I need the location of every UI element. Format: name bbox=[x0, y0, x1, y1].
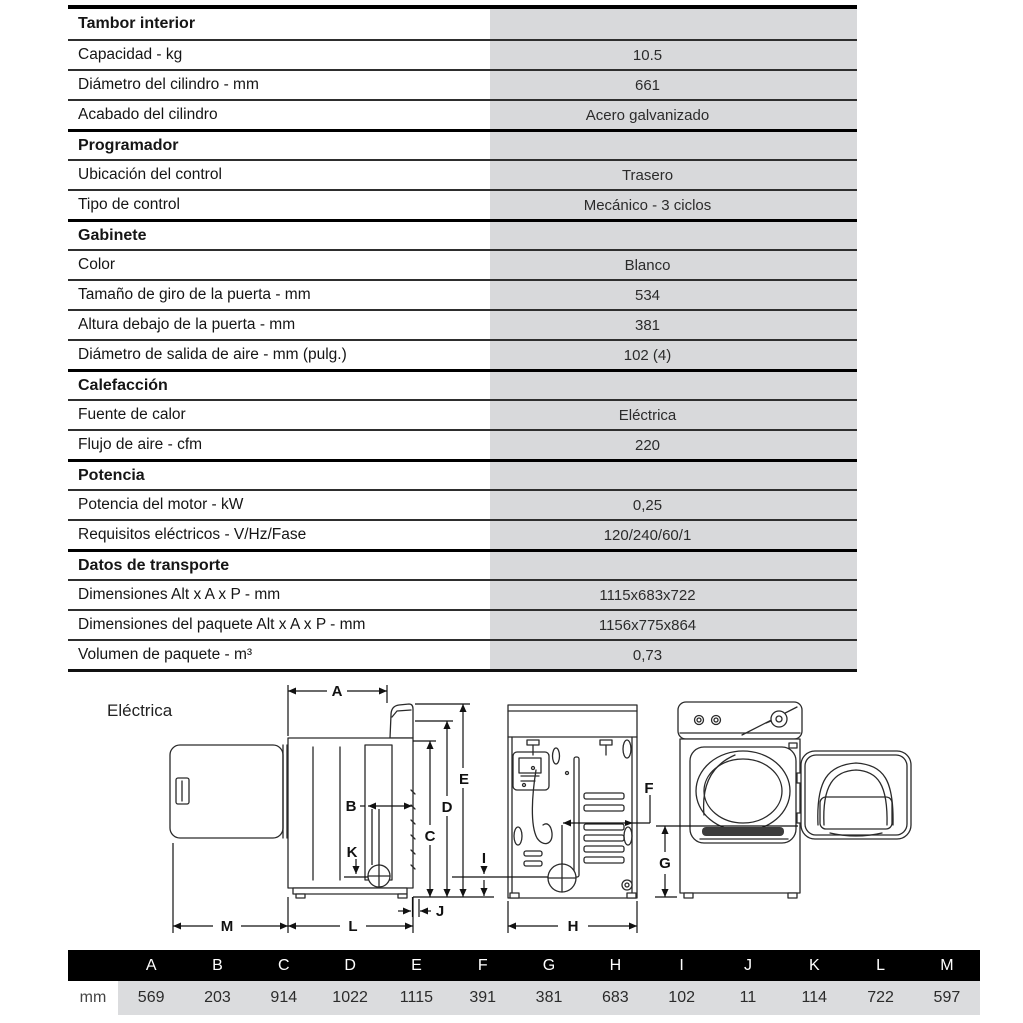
dimensions-table-values bbox=[68, 981, 980, 1015]
spec-row bbox=[68, 159, 857, 189]
section-header-programador bbox=[68, 129, 857, 159]
dim-label-a: A bbox=[331, 683, 343, 700]
section-header-potencia bbox=[68, 459, 857, 489]
dimensions-corner-cell bbox=[68, 950, 118, 981]
spec-label: Tamaño de giro de la puerta - mm bbox=[78, 286, 311, 303]
dim-label-e: E bbox=[458, 771, 470, 788]
front-view-drawing bbox=[678, 702, 911, 898]
spec-value: Blanco bbox=[490, 251, 857, 279]
spec-row bbox=[68, 99, 857, 129]
section-title: Potencia bbox=[78, 466, 145, 484]
section-title: Programador bbox=[78, 136, 179, 154]
spec-row bbox=[68, 429, 857, 459]
spec-row bbox=[68, 579, 857, 609]
spec-table bbox=[68, 5, 857, 672]
spec-label: Dimensiones del paquete Alt x A x P - mm bbox=[78, 616, 366, 633]
spec-value: 220 bbox=[490, 431, 857, 459]
dim-value-l: 722 bbox=[847, 981, 913, 1015]
spec-row bbox=[68, 519, 857, 549]
section-header-transporte bbox=[68, 549, 857, 579]
dim-col-k: K bbox=[808, 956, 820, 974]
dim-value-b: 203 bbox=[184, 981, 250, 1015]
spec-label: Diámetro de salida de aire - mm (pulg.) bbox=[78, 346, 347, 363]
section-title: Datos de transporte bbox=[78, 556, 230, 574]
spec-label: Ubicación del control bbox=[78, 166, 222, 183]
dim-col-e: E bbox=[411, 956, 422, 974]
spec-label: Flujo de aire - cfm bbox=[78, 436, 203, 453]
dim-value-i: 102 bbox=[649, 981, 715, 1015]
dim-col-a: A bbox=[145, 956, 157, 974]
dim-col-j: J bbox=[743, 956, 752, 974]
section-header-calefaccion bbox=[68, 369, 857, 399]
spec-value: 661 bbox=[490, 71, 857, 99]
spec-row bbox=[68, 249, 857, 279]
spec-label: Acabado del cilindro bbox=[78, 106, 218, 123]
dim-col-b: B bbox=[212, 956, 223, 974]
dim-label-g: G bbox=[659, 855, 671, 872]
dim-label-h: H bbox=[567, 918, 579, 935]
spec-row bbox=[68, 639, 857, 669]
spec-label: Dimensiones Alt x A x P - mm bbox=[78, 586, 281, 603]
dim-value-a: 569 bbox=[118, 981, 184, 1015]
section-value-cell bbox=[490, 132, 857, 159]
spec-label: Fuente de calor bbox=[78, 406, 186, 423]
spec-label: Volumen de paquete - m³ bbox=[78, 646, 253, 663]
dimensions-table bbox=[68, 950, 980, 1015]
spec-row bbox=[68, 399, 857, 429]
dim-value-f: 391 bbox=[450, 981, 516, 1015]
section-value-cell bbox=[490, 372, 857, 399]
dim-label-b: B bbox=[345, 798, 357, 815]
section-title: Tambor interior bbox=[78, 15, 196, 32]
spec-row bbox=[68, 339, 857, 369]
dim-label-m: M bbox=[220, 918, 234, 935]
dim-value-d: 1022 bbox=[317, 981, 383, 1015]
spec-value: 1156x775x864 bbox=[490, 611, 857, 639]
spec-label: Altura debajo de la puerta - mm bbox=[78, 316, 296, 333]
dim-label-f: F bbox=[644, 780, 654, 797]
dim-col-c: C bbox=[278, 956, 290, 974]
back-view-drawing bbox=[508, 705, 637, 898]
dim-col-m: M bbox=[940, 956, 954, 974]
section-value-cell bbox=[490, 9, 857, 39]
spec-value: 1115x683x722 bbox=[490, 581, 857, 609]
dim-label-i: I bbox=[481, 850, 487, 867]
dim-value-h: 683 bbox=[582, 981, 648, 1015]
spec-label: Diámetro del cilindro - mm bbox=[78, 76, 259, 93]
spec-value: 0,25 bbox=[490, 491, 857, 519]
spec-value: Eléctrica bbox=[490, 401, 857, 429]
section-header-gabinete bbox=[68, 219, 857, 249]
dim-label-l: L bbox=[348, 918, 358, 935]
section-value-cell bbox=[490, 552, 857, 579]
spec-value: 534 bbox=[490, 281, 857, 309]
spec-row bbox=[68, 279, 857, 309]
section-value-cell bbox=[490, 462, 857, 489]
spec-value: Mecánico - 3 ciclos bbox=[490, 191, 857, 219]
diagram-caption: Eléctrica bbox=[107, 701, 173, 720]
dim-value-m: 597 bbox=[914, 981, 980, 1015]
spec-label: Potencia del motor - kW bbox=[78, 496, 244, 513]
spec-row bbox=[68, 609, 857, 639]
dim-value-e: 1115 bbox=[383, 981, 449, 1015]
dryer-dimension-diagram bbox=[0, 675, 1023, 945]
dim-label-j: J bbox=[435, 903, 445, 920]
spec-row bbox=[68, 489, 857, 519]
spec-value: 381 bbox=[490, 311, 857, 339]
dim-col-i: I bbox=[679, 956, 684, 974]
spec-label: Requisitos eléctricos - V/Hz/Fase bbox=[78, 526, 307, 543]
dim-col-g: G bbox=[542, 956, 556, 974]
dimensions-table-header bbox=[68, 950, 980, 981]
dim-value-g: 381 bbox=[516, 981, 582, 1015]
section-title: Calefacción bbox=[78, 376, 168, 394]
dim-col-f: F bbox=[477, 956, 488, 974]
spec-value: Acero galvanizado bbox=[490, 101, 857, 129]
spec-value: 0,73 bbox=[490, 641, 857, 669]
side-view-drawing bbox=[170, 704, 415, 898]
spec-value: 10.5 bbox=[490, 41, 857, 69]
section-header-tambor bbox=[68, 9, 857, 39]
spec-label: Tipo de control bbox=[78, 196, 180, 213]
spec-row bbox=[68, 189, 857, 219]
spec-value: Trasero bbox=[490, 161, 857, 189]
spec-row bbox=[68, 309, 857, 339]
dim-value-j: 11 bbox=[715, 981, 781, 1015]
dim-label-c: C bbox=[424, 828, 436, 845]
spec-value: 102 (4) bbox=[490, 341, 857, 369]
dim-label-k: K bbox=[346, 844, 358, 861]
spec-row bbox=[68, 69, 857, 99]
section-value-cell bbox=[490, 222, 857, 249]
spec-label: Color bbox=[78, 256, 116, 273]
section-title: Gabinete bbox=[78, 226, 147, 244]
spec-label: Capacidad - kg bbox=[78, 46, 183, 63]
dim-col-h: H bbox=[609, 956, 622, 974]
dim-label-d: D bbox=[441, 799, 453, 816]
dim-value-c: 914 bbox=[251, 981, 317, 1015]
unit-label: mm bbox=[68, 981, 118, 1015]
dim-value-k: 114 bbox=[781, 981, 847, 1015]
spec-value: 120/240/60/1 bbox=[490, 521, 857, 549]
dim-col-d: D bbox=[344, 956, 356, 974]
dim-col-l: L bbox=[876, 956, 886, 974]
spec-row bbox=[68, 39, 857, 69]
